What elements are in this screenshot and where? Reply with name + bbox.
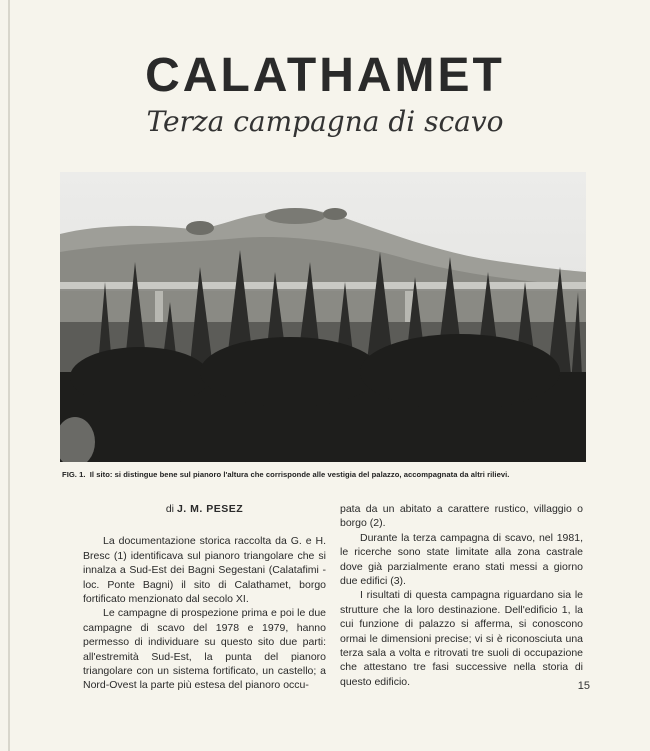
figure-label: FIG. 1. xyxy=(62,470,86,479)
paragraph: I risultati di questa campagna riguardano sia le strutture che la loro destinazione. Dell'edificio 1, la cui funzione di palazzo si afferma, si conoscono ormai le dimensioni precise; vi si è riconosciuta una terza sala a volta e ritrovati tre suoli di occupazione che attestano tre fasi successive nella storia di questo edificio. xyxy=(340,589,583,688)
paragraph: La documentazione storica raccolta da G. e H. Bresc (1) identificava sul pianoro triangolare che si innalza a Sud-Est dei Bagni Segestani (Calatafimi - loc. Ponte Bagni) il sito di Calathamet, borgo fortificato menzionato dal secolo XI. xyxy=(83,535,326,606)
landscape-image xyxy=(60,172,586,462)
site-photograph xyxy=(60,172,586,462)
article-title: CALATHAMET xyxy=(145,49,505,102)
article-subtitle: Terza campagna di scavo xyxy=(146,105,504,138)
figure-caption xyxy=(62,470,592,479)
paragraph: Durante la terza campagna di scavo, nel 1981, le ricerche sono state limitate alla zona castrale dove già parzialmente erano stati messi a giorno due edifici (3). xyxy=(340,531,583,588)
author-line xyxy=(83,502,326,516)
left-column xyxy=(83,502,326,693)
paragraph: Le campagne di prospezione prima e poi le due campagne di scavo del 1978 e 1979, hanno permesso di individuare su questo sito due parti: all'estremità Sud-Est, la punta del pianoro triangolare con un sistema fortificato, un castello; a Nord-Ovest la parte più estesa del pianoro occu- xyxy=(83,607,326,692)
author-prefix: di xyxy=(165,503,175,515)
right-column xyxy=(340,502,583,689)
page-number: 15 xyxy=(577,680,590,692)
figure-caption-text: Il sito: si distingue bene sul pianoro l'altura che corrisponde alle vestigia del palazzo, accompagnata da altri rilievi. xyxy=(89,470,510,479)
paragraph: pata da un abitato a carattere rustico, villaggio o borgo (2). xyxy=(340,503,583,530)
author-name: J. M. PESEZ xyxy=(176,503,244,515)
